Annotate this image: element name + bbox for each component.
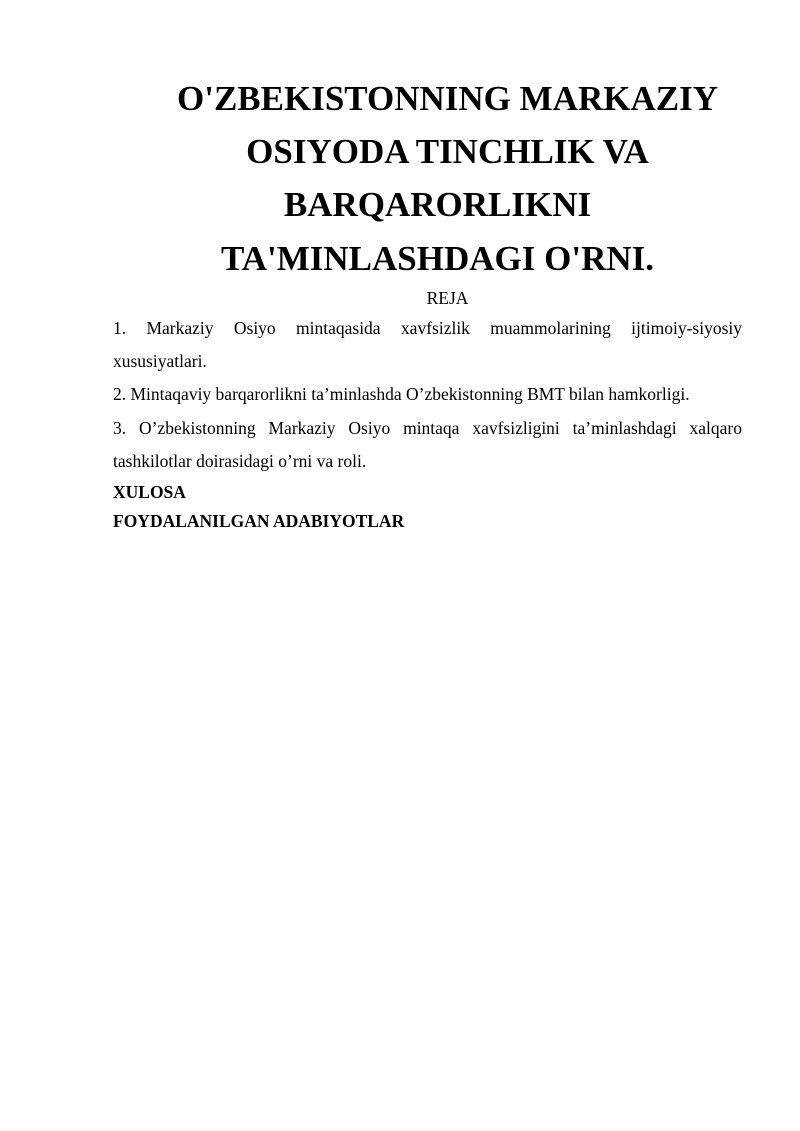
- title-line-1: O'ZBEKISTONNING MARKAZIY OSIYODA TINCHLIK VA: [177, 79, 718, 172]
- conclusion-heading: XULOSA: [113, 482, 186, 503]
- plan-item-3: 3. O’zbekistonning Markaziy Osiyo mintaqa xavfsizligini ta’minlashdagi xalqaro tashkilotlar doirasidagi o’rni va roli.: [113, 417, 742, 471]
- document-title: [113, 72, 742, 285]
- plan-item-1: 1. Markaziy Osiyo mintaqasida xavfsizlik muammolarining ijtimoiy-siyosiy xususiyatlari.: [113, 317, 742, 372]
- title-line-2: BARQARORLIKNI TA'MINLASHDAGI O'RNI.: [220, 185, 654, 278]
- references-heading: FOYDALANILGAN ADABIYOTLAR: [113, 511, 405, 531]
- document-page: [113, 72, 742, 536]
- plan-item-2: 2. Mintaqaviy barqarorlikni ta’minlashda O’zbekistonning BMT bilan hamkorligi.: [113, 384, 690, 405]
- plan-heading: REJA: [426, 287, 469, 308]
